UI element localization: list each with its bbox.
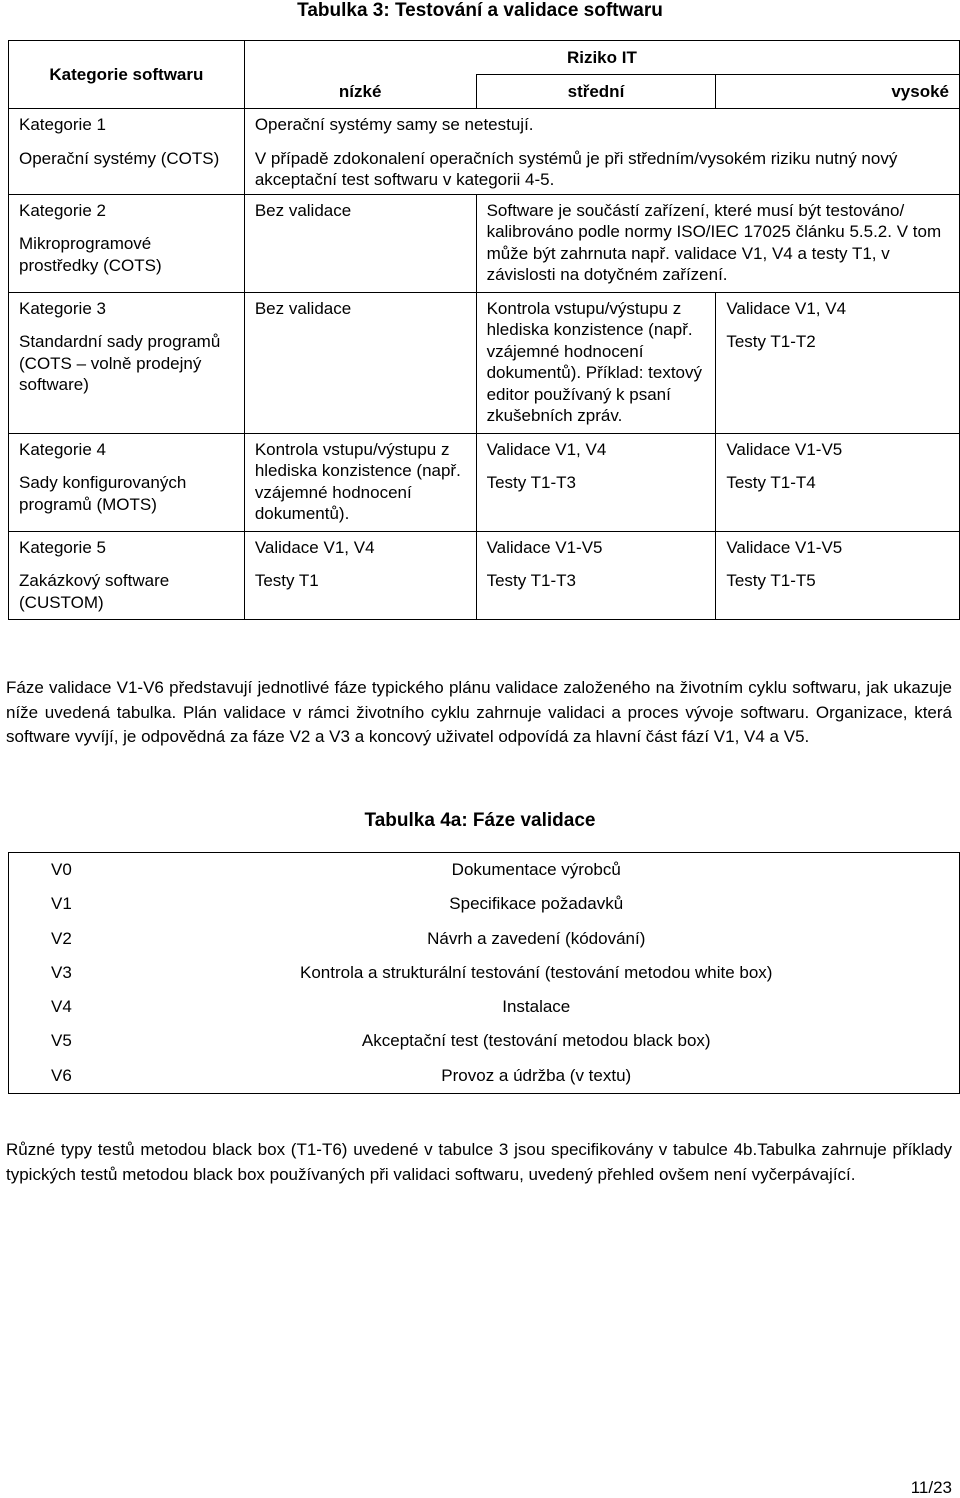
phase-code: V6 bbox=[9, 1059, 114, 1094]
category-cell bbox=[9, 433, 245, 531]
phase-description: Kontrola a strukturální testování (testování metodou white box) bbox=[114, 956, 960, 990]
phase-code: V2 bbox=[9, 922, 114, 956]
category-name: Zakázkový software (CUSTOM) bbox=[19, 571, 170, 612]
phase-code: V4 bbox=[9, 990, 114, 1024]
category-label: Kategorie 5 bbox=[19, 537, 106, 557]
cell-text: Validace V1, V4 bbox=[486, 439, 607, 459]
risk-medium-cell bbox=[476, 433, 716, 531]
category-name: Operační systémy (COTS) bbox=[19, 148, 220, 168]
category-cell bbox=[9, 194, 245, 292]
header-risk: Riziko IT bbox=[244, 41, 959, 75]
cell-text: Operační systémy samy se netestují. bbox=[254, 115, 534, 134]
phase-description: Instalace bbox=[114, 990, 960, 1024]
table-row bbox=[9, 109, 960, 195]
risk-medium-cell bbox=[476, 292, 716, 433]
risk-medium-high-cell bbox=[476, 194, 959, 292]
header-category: Kategorie softwaru bbox=[9, 41, 245, 109]
phase-code: V1 bbox=[9, 887, 114, 921]
header-high: vysoké bbox=[716, 75, 960, 109]
page-number: 11/23 bbox=[910, 1478, 952, 1497]
category-cell bbox=[9, 292, 245, 433]
table-row bbox=[9, 922, 960, 956]
table-row bbox=[9, 887, 960, 921]
risk-high-cell bbox=[716, 292, 960, 433]
cell-text: Bez validace bbox=[254, 298, 352, 318]
cell-text: Bez validace bbox=[254, 200, 352, 220]
category-cell bbox=[9, 109, 245, 195]
category-label: Kategorie 4 bbox=[19, 439, 106, 459]
cell-text: Testy T1-T2 bbox=[726, 332, 816, 351]
risk-low-cell bbox=[244, 531, 476, 620]
phase-description: Akceptační test (testování metodou black box) bbox=[114, 1024, 960, 1058]
table-row bbox=[9, 956, 960, 990]
cell-text: Kontrola vstupu/výstupu z hlediska konzistence (např. vzájemné hodnocení dokumentů). Příklad: textový editor používaný k psaní zkušebních zpráv. bbox=[486, 298, 703, 425]
table-row bbox=[9, 531, 960, 620]
category-label: Kategorie 2 bbox=[19, 200, 106, 220]
cell-text: Software je součástí zařízení, které musí být testováno/ kalibrováno podle normy ISO/IEC 17025 článku 5.5.2. V tom může být zahrnuta např. validace V1, V4 a testy T1, v závislosti na dotyčném zařízení. bbox=[486, 200, 942, 284]
risk-cell bbox=[244, 109, 959, 195]
risk-low-cell bbox=[244, 433, 476, 531]
validation-phases-table bbox=[8, 852, 960, 1094]
header-low: nízké bbox=[244, 75, 476, 109]
table-row bbox=[9, 1024, 960, 1058]
cell-text: Testy T1-T3 bbox=[486, 473, 577, 492]
category-name: Mikroprogramové prostředky (COTS) bbox=[19, 234, 162, 275]
cell-text: Validace V1-V5 bbox=[726, 439, 843, 459]
cell-text: Testy T1-T5 bbox=[726, 571, 816, 590]
category-name: Standardní sady programů (COTS – volně prodejný software) bbox=[19, 332, 221, 394]
phase-code: V0 bbox=[9, 853, 114, 888]
cell-text: Validace V1, V4 bbox=[254, 537, 375, 557]
risk-low-cell bbox=[244, 292, 476, 433]
table-row bbox=[9, 433, 960, 531]
paragraph-black-box-tests: Různé typy testů metodou black box (T1-T6) uvedené v tabulce 3 jsou specifikovány v tabulce 4b.Tabulka zahrnuje příklady typických testů metodou black box používaných při validaci softwaru, uvedený přehled ovšem není vyčerpávající. bbox=[6, 1140, 952, 1184]
header-medium: střední bbox=[476, 75, 716, 109]
table-row bbox=[9, 853, 960, 888]
cell-text: Validace V1-V5 bbox=[486, 537, 603, 557]
software-testing-table bbox=[8, 40, 960, 620]
table-row bbox=[9, 990, 960, 1024]
table-row bbox=[9, 292, 960, 433]
phase-description: Provoz a údržba (v textu) bbox=[114, 1059, 960, 1094]
phase-code: V3 bbox=[9, 956, 114, 990]
category-label: Kategorie 3 bbox=[19, 298, 106, 318]
cell-text: Testy T1-T4 bbox=[726, 473, 816, 492]
phase-description: Dokumentace výrobců bbox=[114, 853, 960, 888]
risk-medium-cell bbox=[476, 531, 716, 620]
cell-text: Kontrola vstupu/výstupu z hlediska konzistence (např. vzájemné hodnocení dokumentů). bbox=[254, 439, 461, 523]
phase-description: Specifikace požadavků bbox=[114, 887, 960, 921]
cell-text: V případě zdokonalení operačních systémů je při středním/vysokém riziku nutný nový akceptační test softwaru v kategorii 4-5. bbox=[254, 148, 898, 189]
risk-high-cell bbox=[716, 531, 960, 620]
table4a-title: Tabulka 4a: Fáze validace bbox=[364, 810, 596, 831]
risk-low-cell bbox=[244, 194, 476, 292]
phase-description: Návrh a zavedení (kódování) bbox=[114, 922, 960, 956]
cell-text: Validace V1, V4 bbox=[726, 298, 847, 318]
category-label: Kategorie 1 bbox=[19, 115, 106, 134]
table-row bbox=[9, 194, 960, 292]
table-row bbox=[9, 1059, 960, 1094]
cell-text: Testy T1-T3 bbox=[486, 571, 577, 590]
cell-text: Validace V1-V5 bbox=[726, 537, 843, 557]
category-cell bbox=[9, 531, 245, 620]
cell-text: Testy T1 bbox=[254, 571, 319, 590]
phase-code: V5 bbox=[9, 1024, 114, 1058]
category-name: Sady konfigurovaných programů (MOTS) bbox=[19, 473, 187, 514]
risk-high-cell bbox=[716, 433, 960, 531]
table3-title: Tabulka 3: Testování a validace softwaru bbox=[297, 0, 663, 21]
paragraph-validation-phases: Fáze validace V1-V6 představují jednotlivé fáze typického plánu validace založeného na životním cyklu softwaru, jak ukazuje níže uvedená tabulka. Plán validace v rámci životního cyklu zahrnuje validaci a proces vývoje softwaru. Organizace, která software vyvíjí, je odpovědná za fáze V2 a V3 a koncový uživatel odpovídá za hlavní část fází V1, V4 a V5. bbox=[6, 678, 952, 746]
